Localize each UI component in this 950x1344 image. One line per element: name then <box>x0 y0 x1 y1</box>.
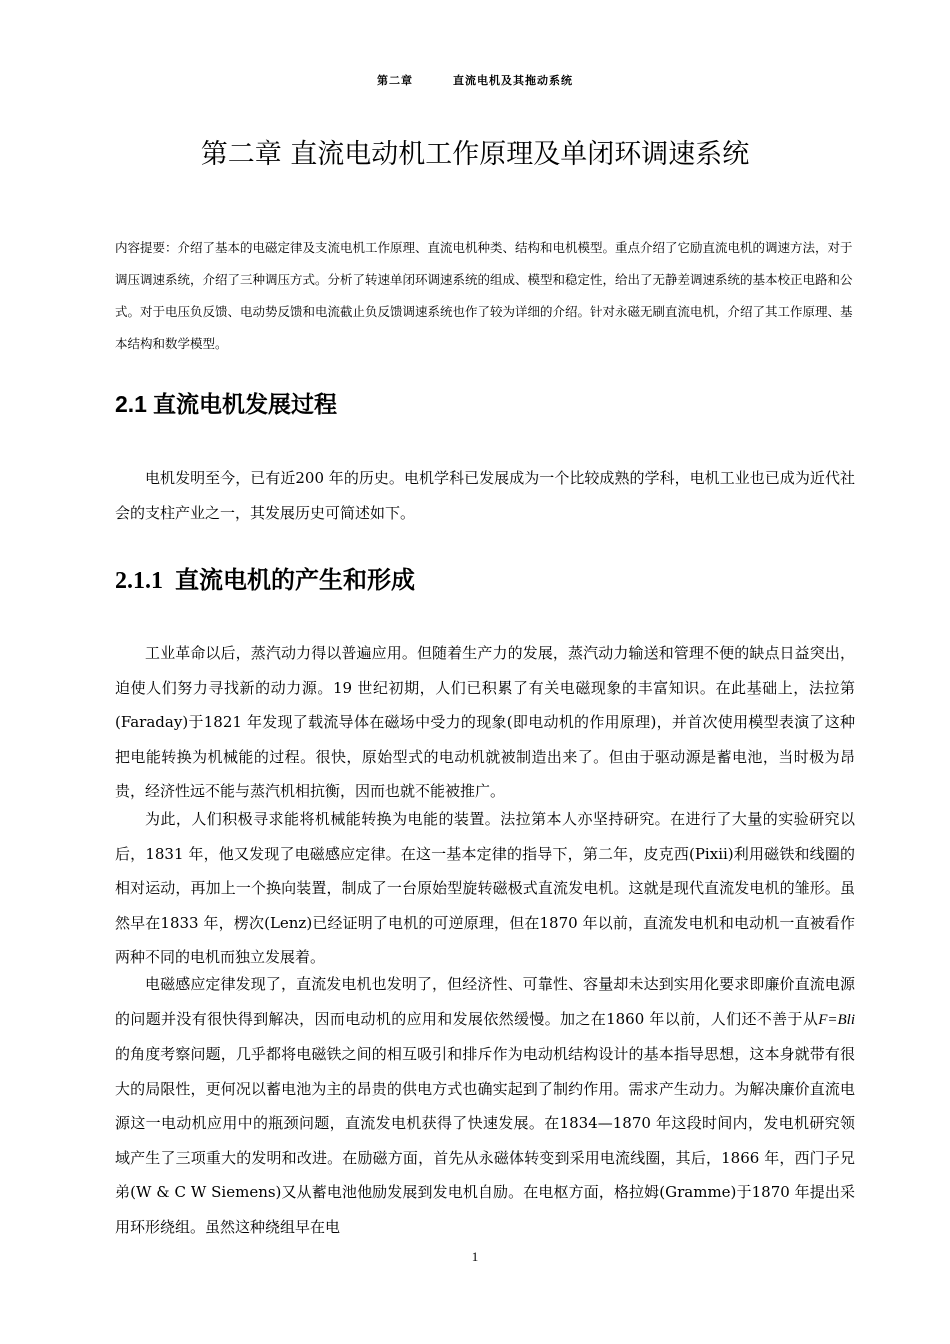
chapter-title: 第二章 直流电动机工作原理及单闭环调速系统 <box>200 139 750 170</box>
subsection-heading <box>115 560 415 595</box>
page-number: 1 <box>471 1249 479 1264</box>
force-formula: F=Bli <box>818 1011 855 1028</box>
body-paragraph-3 <box>115 967 855 1244</box>
section-title: 直流电机发展过程 <box>152 391 337 417</box>
subsection-title: 直流电机的产生和形成 <box>175 568 415 594</box>
section-intro-paragraph: 电机发明至今，已有近200 年的历史。电机学科已发展成为一个比较成熟的学科，电机工业也已成为近代社会的支柱产业之一，其发展历史可简述如下。 <box>115 469 855 522</box>
body-paragraph-3-part-a: 电磁感应定律发现了，直流发电机也发明了，但经济性、可靠性、容量却未达到实用化要求即廉价直流电源的问题并没有很快得到解决，因而电动机的应用和发展依然缓慢。加之在1860 年以前，人们还不善于从 <box>115 975 855 1028</box>
running-header-chapter: 第二章 <box>377 74 413 87</box>
abstract: 内容提要：介绍了基本的电磁定律及支流电机工作原理、直流电机种类、结构和电机模型。重点介绍了它励直流电机的调速方法，对于调压调速系统，介绍了三种调压方式。分析了转速单闭环调速系统的组成、模型和稳定性，给出了无静差调速系统的基本校正电路和公式。对于电压负反馈、电动势反馈和电流截止负反馈调速系统也作了较为详细的介绍。针对永磁无刷直流电机，介绍了其工作原理、基本结构和数学模型。 <box>115 240 853 351</box>
running-header-book-title: 直流电机及其拖动系统 <box>453 74 573 87</box>
body-paragraph-3-part-b: 的角度考察问题，几乎都将电磁铁之间的相互吸引和排斥作为电动机结构设计的基本指导思想，这本身就带有很大的局限性，更何况以蓄电池为主的昂贵的供电方式也确实起到了制约作用。需求产生动力。为解决廉价直流电源这一电动机应用中的瓶颈问题，直流发电机获得了快速发展。在1834—1870 年这段时间内，发电机研究领域产生了三项重大的发明和改进。在励磁方面，首先从永磁体转变到采用电流线圈，其后，1866 年，西门子兄弟(W & C W Siemens)又从蓄电池他励发展到发电机自励。在电枢方面，格拉姆(Gramme)于1870 年提出采用环形绕组。虽然这种绕组早在电 <box>115 1045 855 1236</box>
section-number: 2.1 <box>115 391 147 417</box>
section-heading <box>115 386 337 419</box>
subsection-number: 2.1.1 <box>115 568 163 594</box>
running-header <box>0 72 950 88</box>
body-paragraph-1: 工业革命以后，蒸汽动力得以普遍应用。但随着生产力的发展，蒸汽动力输送和管理不便的缺点日益突出，迫使人们努力寻找新的动力源。19 世纪初期，人们已积累了有关电磁现象的丰富知识。在此基础上，法拉第(Faraday)于1821 年发现了载流导体在磁场中受力的现象(即电动机的作用原理)，并首次使用模型表演了这种把电能转换为机械能的过程。很快，原始型式的电动机就被制造出来了。但由于驱动源是蓄电池，当时极为昂贵，经济性远不能与蒸汽机相抗衡，因而也就不能被推广。 <box>115 644 855 800</box>
body-paragraph-2: 为此，人们积极寻求能将机械能转换为电能的装置。法拉第本人亦坚持研究。在进行了大量的实验研究以后，1831 年，他又发现了电磁感应定律。在这一基本定律的指导下，第二年，皮克西(Pixii)利用磁铁和线圈的相对运动，再加上一个换向装置，制成了一台原始型旋转磁极式直流发电机。这就是现代直流发电机的雏形。虽然早在1833 年，楞次(Lenz)已经证明了电机的可逆原理，但在1870 年以前，直流发电机和电动机一直被看作两种不同的电机而独立发展着。 <box>115 810 855 966</box>
